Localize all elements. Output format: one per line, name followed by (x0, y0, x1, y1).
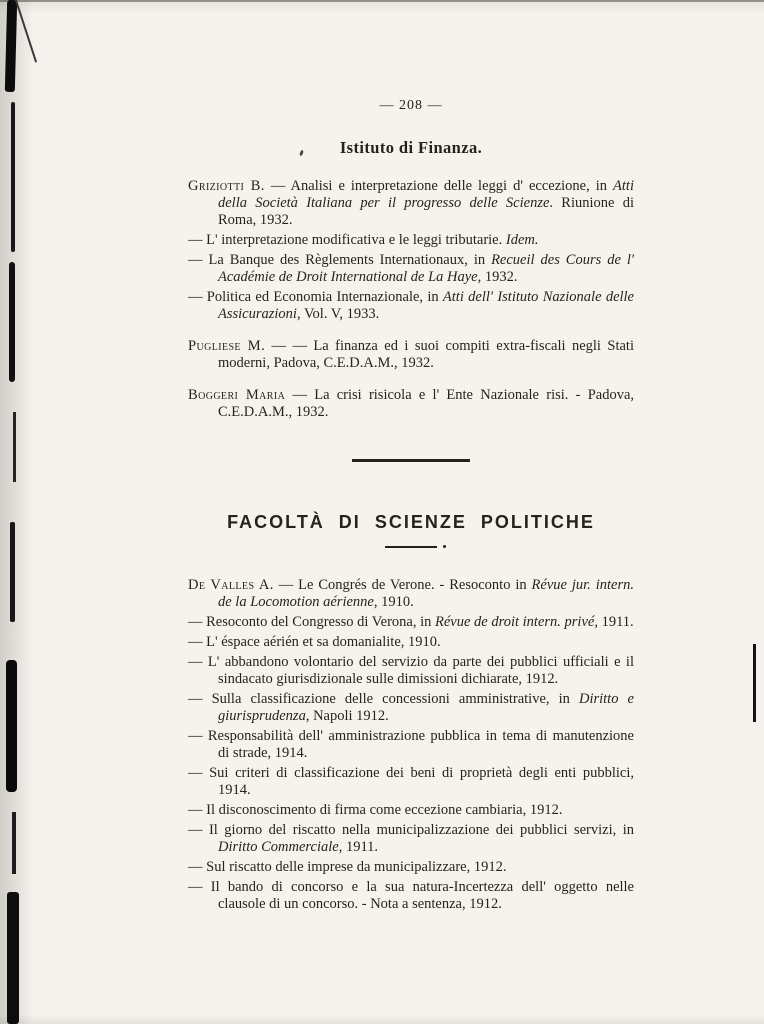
bibliography-entry (188, 765, 634, 799)
scan-artifact (9, 262, 15, 382)
bibliography-entries (188, 178, 634, 421)
entry-text: , 1910. (373, 594, 414, 610)
bibliography-entry (188, 252, 634, 286)
section-divider-rule (352, 459, 470, 462)
scan-artifact (12, 812, 16, 874)
entry-text: — Politica ed Economia Internazionale, in (188, 289, 443, 305)
bibliography-entry (188, 879, 634, 913)
entry-text: — L' abbandono volontario del servizio da parte dei pubblici ufficiali e il sindacato giurisdizionale sulle dimissioni dichiarate, 1912. (188, 654, 634, 687)
entry-text: — Sulla classificazione delle concessioni amministrative, in (188, 691, 579, 707)
entry-text: , 1911. (338, 839, 379, 855)
entry-text: — L' éspace aérién et sa domanialite, 1910. (188, 634, 441, 650)
entry-text: — La Banque des Règlements Internationaux, in (188, 252, 492, 268)
entry-text: , Napoli 1912. (305, 708, 389, 724)
entry-text: — Il bando di concorso e la sua natura-Incertezza dell' oggetto nelle clausole di un concorso. - Nota a sentenza, 1912. (188, 879, 634, 912)
section-istituto-di-finanza (188, 138, 634, 421)
entry-text: — — La finanza ed i suoi compiti extra-fiscali negli Stati moderni, Padova, C.E.D.A.M., 1932. (218, 338, 634, 371)
bibliography-entry (188, 822, 634, 856)
bibliography-entry (188, 387, 634, 421)
bibliography-entry (188, 859, 634, 876)
title-underline-rule (385, 546, 437, 548)
bibliography-entry (188, 614, 634, 631)
bibliography-entry (188, 728, 634, 762)
entry-text: — Il disconoscimento di firma come eccezione cambiaria, 1912. (188, 802, 563, 818)
entry-text: — Analisi e interpretazione delle leggi d' eccezione, in (264, 178, 614, 194)
section-title: FACOLTÀ DI SCIENZE POLITICHE (227, 512, 595, 532)
entry-italic-title: Atti della Società Italiana per il progresso delle Scienze (218, 178, 634, 211)
scan-artifact (10, 522, 15, 622)
entry-author-name: De Valles A. (188, 577, 274, 593)
entry-text: , Vol. V, 1933. (296, 306, 380, 322)
bibliography-entry (188, 634, 634, 651)
entry-italic-title: Recueil des Cours de l' Académie de Droit International de La Haye (218, 252, 635, 285)
section-title: Istituto di Finanza. (339, 138, 483, 157)
entry-author-name: Griziotti B. (188, 178, 265, 194)
entry-text: — La crisi risicola e l' Ente Nazionale risi. - Padova, C.E.D.A.M., 1932. (218, 387, 635, 420)
entry-text: — Il giorno del riscatto nella municipalizzazione dei pubblici servizi, in (188, 822, 634, 838)
scan-artifact (6, 660, 17, 792)
page-content (188, 0, 634, 916)
bibliography-entry (188, 802, 634, 819)
entry-author-name: Boggeri Maria (188, 387, 286, 403)
scan-artifact (7, 892, 19, 1024)
entry-italic-title: Diritto Commerciale (218, 839, 339, 855)
bibliography-entry (188, 577, 634, 611)
entry-text: — Resoconto del Congresso di Verona, in (188, 614, 436, 630)
bibliography-entry (188, 232, 634, 249)
entry-text: — L' interpretazione modificativa e le leggi tributarie. (188, 232, 506, 248)
entry-text: . Riunione di Roma, 1932. (218, 195, 634, 228)
entry-author-name: Pugliese M. (188, 338, 266, 354)
entry-text: — Responsabilità dell' amministrazione pubblica in tema di manutenzione di strade, 1914. (188, 728, 634, 761)
entry-text: , 1911. (594, 614, 634, 630)
bibliography-entry (188, 691, 634, 725)
scan-artifact (753, 644, 756, 722)
entry-italic-title: Révue de droit intern. privé (435, 614, 595, 630)
entry-italic-title: Révue jur. intern. de la Locomotion aérienne (218, 577, 634, 610)
entry-text: , 1932. (477, 269, 518, 285)
entry-text: — Le Congrés de Verone. - Resoconto in (273, 577, 532, 593)
entry-text: — Sui criteri di classificazione dei beni di proprietà degli enti pubblici, 1914. (188, 765, 634, 798)
page-number: — 208 — (379, 98, 443, 113)
bibliography-entry (188, 338, 634, 372)
entry-text: — Sul riscatto delle imprese da municipalizzare, 1912. (188, 859, 507, 875)
scan-artifact (13, 412, 16, 482)
bibliography-entry (188, 654, 634, 688)
bibliography-entry (188, 178, 634, 229)
entry-italic-title: Diritto e giurisprudenza (218, 691, 634, 724)
bibliography-entry (188, 289, 634, 323)
binding-shadow (0, 0, 34, 1024)
entry-italic-title: Idem. (505, 232, 539, 248)
entry-italic-title: Atti dell' Istituto Nazionale delle Assicurazioni (218, 289, 634, 322)
bibliography-entries (188, 577, 634, 913)
scan-artifact (11, 102, 15, 252)
section-facolta-scienze-politiche (188, 512, 634, 913)
